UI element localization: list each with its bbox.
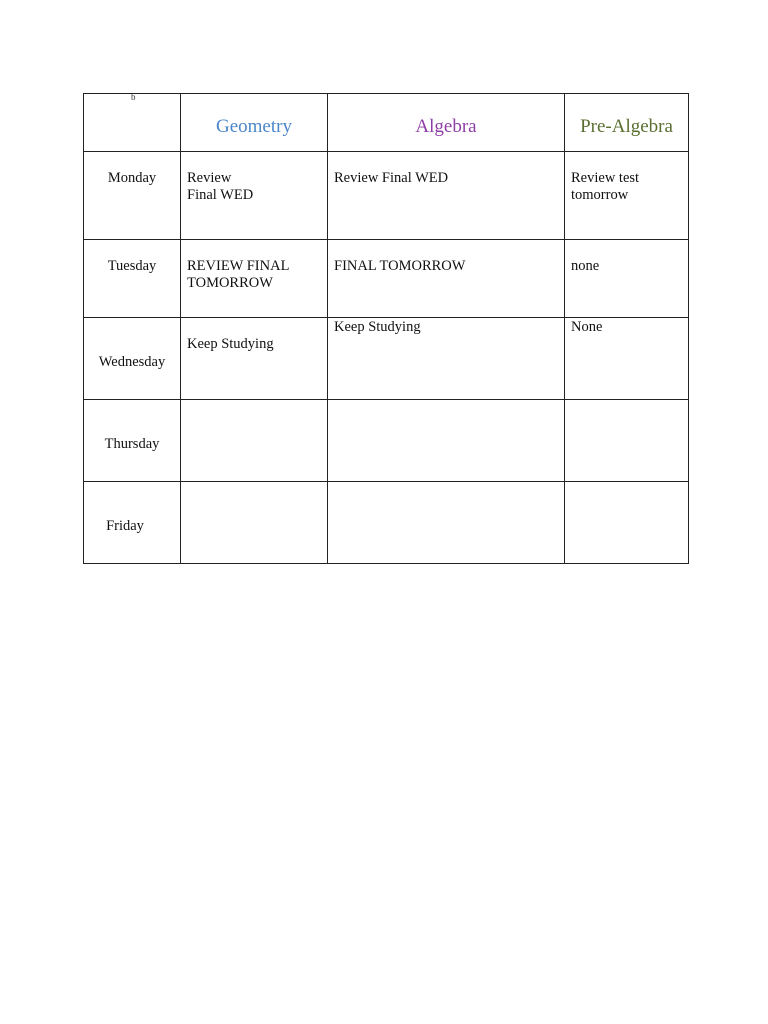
table-row-tuesday [84,240,689,318]
pre-algebra-entry [565,482,688,500]
day-label: Friday [106,518,144,534]
algebra-entry [328,482,564,500]
geometry-entry: Review Final WED [187,170,254,203]
algebra-entry: Review Final WED [334,170,449,186]
pre-algebra-entry: None [571,319,603,335]
header-corner-cell [84,94,181,152]
header-pre-algebra: Pre-Algebra [580,116,673,137]
geometry-entry [181,482,327,500]
header-geometry-cell [181,94,328,152]
algebra-entry: Keep Studying [334,319,421,335]
homework-schedule-table [83,93,689,564]
algebra-entry [328,400,564,418]
day-cell [84,152,181,240]
corner-mark: b [131,92,136,102]
pre-algebra-entry: Review test tomorrow [571,170,640,203]
geometry-cell [181,240,328,318]
header-geometry: Geometry [216,116,292,137]
day-label: Thursday [104,436,160,452]
day-label: Tuesday [107,258,157,274]
table-row-monday [84,152,689,240]
algebra-cell [328,482,565,564]
geometry-cell [181,400,328,482]
header-algebra-cell [328,94,565,152]
day-cell [84,482,181,564]
geometry-entry: Keep Studying [187,336,274,352]
header-algebra: Algebra [415,116,477,137]
table-row-wednesday [84,318,689,400]
geometry-cell [181,152,328,240]
pre-algebra-cell [565,400,689,482]
day-cell [84,240,181,318]
algebra-cell [328,152,565,240]
algebra-entry: FINAL TOMORROW [334,258,466,274]
pre-algebra-entry [565,400,688,418]
algebra-cell [328,318,565,400]
day-label: Monday [107,170,157,186]
header-pre-algebra-cell [565,94,689,152]
table-row-friday [84,482,689,564]
pre-algebra-cell [565,152,689,240]
geometry-entry: REVIEW FINAL TOMORROW [187,258,290,291]
geometry-cell [181,482,328,564]
pre-algebra-cell [565,318,689,400]
day-cell [84,318,181,400]
pre-algebra-cell [565,482,689,564]
algebra-cell [328,240,565,318]
pre-algebra-entry: none [571,258,600,274]
day-label: Wednesday [98,354,166,370]
geometry-entry [181,400,327,418]
algebra-cell [328,400,565,482]
table-row-thursday [84,400,689,482]
day-cell [84,400,181,482]
header-row [84,94,689,152]
pre-algebra-cell [565,240,689,318]
geometry-cell [181,318,328,400]
